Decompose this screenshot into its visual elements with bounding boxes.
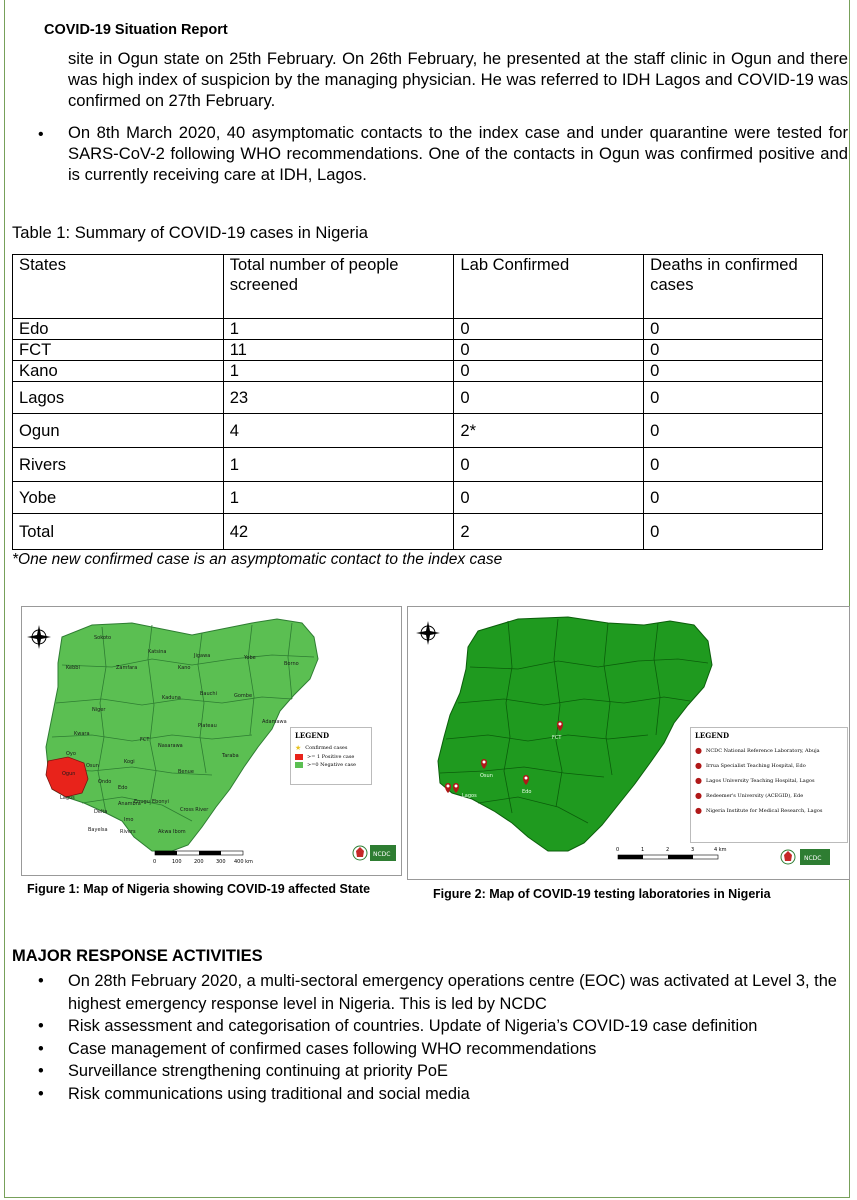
section-heading: MAJOR RESPONSE ACTIVITIES: [12, 947, 263, 965]
table-cell: 1: [223, 482, 454, 514]
response-activities-list: [38, 970, 853, 1105]
table-total-row: [13, 514, 823, 550]
table-cell: 11: [223, 340, 454, 361]
intro-bullet-text: On 8th March 2020, 40 asymptomatic contacts to the index case and under quarantine were tested for SARS-CoV-2 following WHO recommendations. One of the contacts in Ogun was confirmed positive and is currently receiving care at IDH, Lagos.: [68, 123, 848, 184]
state-label: Kogi: [124, 759, 135, 765]
bullet-icon: •: [38, 1039, 44, 1058]
lab-pin-icon: ●: [695, 776, 702, 785]
scale-bar: [616, 847, 727, 859]
state-label: Enugu: [134, 799, 150, 805]
bullet-icon: •: [38, 126, 44, 143]
state-label: Ebonyi: [152, 799, 169, 805]
legend-item: >= 1 Positive case: [291, 753, 371, 761]
list-item: • Risk assessment and categorisation of countries. Update of Nigeria’s COVID-19 case definition: [38, 1015, 853, 1038]
intro-paragraph: site in Ogun state on 25th February. On 26th February, he presented at the staff clinic in Ogun and there was high index of suspicion by the managing physician. He was referred to IDH Lagos and COVID-19 was confirmed on 27th February.: [68, 49, 848, 110]
compass-icon: [416, 621, 440, 645]
state-label: Niger: [92, 707, 106, 713]
ncdc-logo-text: NCDC: [373, 851, 391, 858]
table-cell: 0: [644, 482, 823, 514]
bullet-icon: •: [38, 1017, 44, 1035]
lab-pin-icon: ●: [695, 806, 702, 815]
table-cell: 42: [223, 514, 454, 550]
table-cell: 1: [223, 319, 454, 340]
state-label: Ondo: [98, 779, 112, 785]
table-row: [13, 448, 823, 482]
state-label: Kano: [178, 665, 191, 671]
ncdc-logo-text: NCDC: [804, 855, 822, 862]
legend-swatch: [295, 762, 303, 768]
map-label: Osun: [480, 773, 493, 779]
table-cell: Ogun: [13, 414, 224, 448]
table-cell: 0: [644, 414, 823, 448]
header-cell: Lab Confirmed: [454, 255, 644, 319]
state-label: Kwara: [74, 731, 90, 737]
table-cell: 0: [454, 340, 644, 361]
scale-label: 200: [194, 859, 204, 865]
state-label: Bauchi: [200, 691, 217, 697]
figure1-map: [21, 606, 402, 876]
state-label: Akwa Ibom: [158, 829, 186, 835]
legend-item: ● Nigeria Institute for Medical Research, Lagos: [695, 806, 823, 815]
state-label: Yobe: [244, 655, 256, 661]
legend-item: ● Lagos University Teaching Hospital, Lagos: [695, 776, 815, 785]
header-cell: States: [13, 255, 224, 319]
table-row: [13, 482, 823, 514]
table-cell: 0: [644, 361, 823, 382]
legend-item: ● Irrua Specialist Teaching Hospital, Edo: [695, 761, 806, 770]
table-row: [13, 340, 823, 361]
table-row: [13, 361, 823, 382]
report-title: COVID-19 Situation Report: [44, 22, 228, 38]
map-label: FCT: [552, 735, 562, 741]
state-label: Imo: [124, 817, 134, 823]
scale-label: 100: [172, 859, 182, 865]
legend-item: ★ Confirmed cases: [295, 744, 348, 752]
legend-item: ● NCDC National Reference Laboratory, Abuja: [695, 746, 820, 755]
lab-pin-icon: ●: [695, 746, 702, 755]
bullet-icon: •: [38, 972, 44, 990]
bullet-icon: •: [38, 1062, 44, 1080]
cases-table: [12, 254, 823, 550]
state-label: Taraba: [222, 753, 239, 759]
table-row: [13, 414, 823, 448]
table-cell: Lagos: [13, 382, 224, 414]
table-cell: Edo: [13, 319, 224, 340]
legend-item: ● Redeemer's University (ACEGID), Ede: [695, 791, 804, 800]
table-header-row: [13, 255, 823, 319]
scale-label: 300: [216, 859, 226, 865]
list-item: • Case management of confirmed cases following WHO recommendations: [38, 1038, 853, 1061]
table-cell: 0: [644, 340, 823, 361]
state-label: Osun: [86, 763, 99, 769]
table-cell: Rivers: [13, 448, 224, 482]
state-label: Kaduna: [162, 695, 181, 701]
state-label: Oyo: [66, 751, 76, 757]
table-cell: 4: [223, 414, 454, 448]
map-label: Edo: [522, 789, 532, 795]
state-label: Rivers: [120, 829, 136, 835]
figure1-caption: Figure 1: Map of Nigeria showing COVID-19 affected State: [27, 882, 371, 896]
state-label: Zamfara: [116, 665, 138, 671]
map-label: Lagos: [462, 793, 477, 799]
table-cell: 0: [454, 448, 644, 482]
table-footnote: *One new confirmed case is an asymptomatic contact to the index case: [12, 551, 503, 568]
table-cell: 0: [644, 319, 823, 340]
figure2-legend: [690, 727, 848, 843]
table-cell: 0: [454, 382, 644, 414]
lab-pin-icon: ●: [695, 791, 702, 800]
state-label: Lagos: [60, 795, 75, 801]
legend-title: LEGEND: [695, 731, 730, 740]
scale-label: 0: [153, 859, 157, 865]
star-icon: ★: [295, 744, 302, 752]
scale-bar: [153, 851, 253, 865]
state-label: Bayelsa: [88, 827, 108, 833]
state-label: Delta: [94, 809, 108, 815]
legend-title: LEGEND: [295, 731, 330, 740]
state-label: Adamawa: [262, 719, 287, 725]
list-item: • On 28th February 2020, a multi-sectoral emergency operations centre (EOC) was activated at Level 3, the highest emergency response level in Nigeria. This is led by NCDC: [38, 970, 853, 1015]
state-label: Ogun: [62, 771, 76, 777]
table-cell: 2: [454, 514, 644, 550]
table-cell: 0: [644, 448, 823, 482]
coat-of-arms-icon: [353, 846, 367, 860]
table-cell: 2*: [454, 414, 644, 448]
figure1-legend: [290, 727, 372, 785]
table-caption: Table 1: Summary of COVID-19 cases in Nigeria: [12, 223, 368, 242]
state-label: Benue: [178, 769, 194, 775]
list-item: • Surveillance strengthening continuing at priority PoE: [38, 1060, 853, 1083]
header-cell: Deaths in confirmed cases: [644, 255, 823, 319]
table-cell: Total: [13, 514, 224, 550]
table-cell: FCT: [13, 340, 224, 361]
table-row: [13, 382, 823, 414]
scale-label: 3: [691, 847, 695, 853]
table-cell: Kano: [13, 361, 224, 382]
state-label: Plateau: [198, 723, 217, 729]
state-label: FCT: [140, 737, 150, 743]
state-label: Sokoto: [94, 635, 112, 641]
state-label: Edo: [118, 785, 128, 791]
table-cell: 0: [644, 514, 823, 550]
table-cell: 23: [223, 382, 454, 414]
table-cell: 0: [454, 361, 644, 382]
scale-label: 2: [666, 847, 670, 853]
table-cell: 0: [454, 482, 644, 514]
state-label: Anambra: [118, 801, 141, 807]
state-label: Katsina: [148, 649, 167, 655]
table-cell: 1: [223, 448, 454, 482]
scale-label: 4 km: [714, 847, 727, 853]
state-label: Gombe: [234, 693, 253, 699]
bullet-icon: •: [38, 1084, 44, 1103]
state-label: Jigawa: [194, 653, 211, 659]
table-cell: 0: [454, 319, 644, 340]
state-label: Nasarawa: [158, 743, 183, 749]
legend-swatch: [295, 754, 303, 760]
table-cell: Yobe: [13, 482, 224, 514]
table-row: [13, 319, 823, 340]
legend-item: >=0 Negative case: [291, 761, 371, 769]
lab-pin-icon: ●: [695, 761, 702, 770]
state-label: Cross River: [180, 807, 209, 813]
state-label: Borno: [284, 661, 299, 667]
scale-label: 0: [616, 847, 620, 853]
scale-label: 400 km: [234, 859, 253, 865]
compass-icon: [27, 625, 51, 649]
table-cell: 1: [223, 361, 454, 382]
ogun-state-positive: [46, 757, 88, 797]
state-label: Kebbi: [66, 665, 80, 671]
figure2-caption: Figure 2: Map of COVID-19 testing laboratories in Nigeria: [433, 887, 771, 901]
figure2-map: [407, 606, 850, 880]
scale-label: 1: [641, 847, 645, 853]
table-cell: 0: [644, 382, 823, 414]
coat-of-arms-icon: [781, 850, 795, 864]
list-item: • Risk communications using traditional and social media: [38, 1083, 853, 1106]
header-cell: Total number of people screened: [223, 255, 454, 319]
